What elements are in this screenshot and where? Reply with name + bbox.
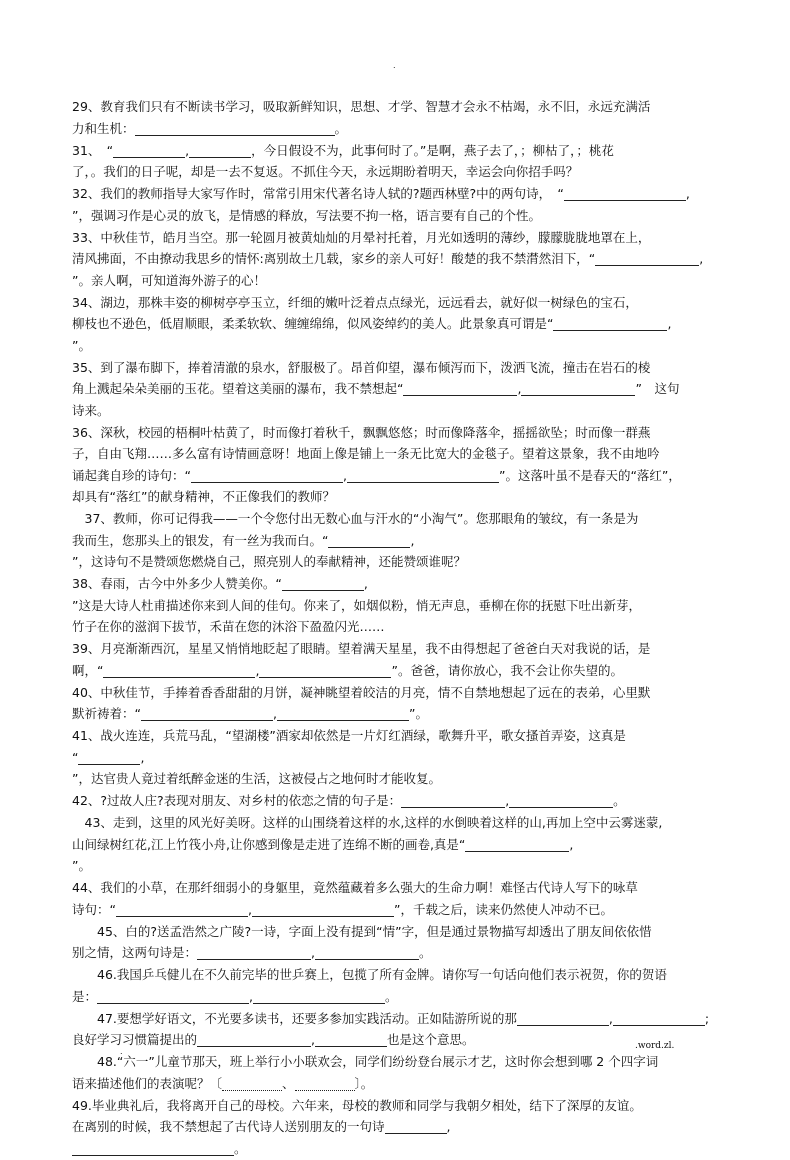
answer-blank[interactable] (141, 706, 273, 721)
question-40 (72, 682, 732, 725)
question-text: , (342, 467, 347, 483)
answer-blank[interactable] (315, 945, 419, 960)
question-text: , (311, 1032, 315, 1047)
question-44 (72, 877, 732, 920)
question-text: , (569, 836, 574, 852)
question-text: 却具有“落红”的献身精神，不正像我们的教师？ (72, 489, 335, 504)
question-text: , (247, 901, 252, 917)
question-text: , (699, 251, 704, 266)
answer-blank[interactable] (282, 576, 364, 591)
question-text: ”。 (408, 706, 428, 721)
question-text: , (505, 793, 510, 808)
header-mark: . (393, 61, 396, 70)
question-39 (72, 638, 732, 681)
question-text: , (255, 662, 260, 678)
question-text: ”。 (72, 337, 91, 353)
answer-blank[interactable] (595, 251, 699, 266)
question-49 (72, 1095, 732, 1160)
question-text: 。 (419, 945, 432, 960)
answer-blank[interactable] (197, 1032, 311, 1047)
answer-blank[interactable] (328, 533, 410, 548)
question-text: 诗来。 (72, 402, 110, 418)
question-text: , (249, 988, 253, 1004)
answer-blank[interactable] (222, 1076, 282, 1091)
question-text: , (517, 381, 522, 396)
answer-blank[interactable] (295, 1076, 355, 1091)
question-text: 29、教育我们只有不断读书学习，吸取新鲜知识，思想、才学、智慧才会永不枯竭，永不旧，永远充满活 (72, 99, 651, 114)
question-text: , (608, 1010, 613, 1026)
answer-blank[interactable] (403, 381, 517, 396)
answer-blank[interactable] (613, 1011, 705, 1026)
question-text: 32、我们的教师指导大家写作时，常常引用宋代著名诗人轼的?题西林壁?中的两句诗， “ (72, 186, 564, 201)
question-text: ”。这落叶虽不是春天的“落红”， (498, 467, 681, 483)
question-text: ”这是大诗人杜甫描述你来到人间的佳句。你来了，如烟似粉，悄无声息，垂柳在你的抚慰下吐出新芽， (72, 597, 641, 613)
answer-blank[interactable] (347, 468, 499, 483)
question-text: , (311, 945, 315, 960)
question-38 (72, 573, 732, 638)
answer-blank[interactable] (97, 989, 249, 1004)
answer-blank[interactable] (465, 837, 569, 852)
question-text: 47.要想学好语文，不光要多读书，还要多参加实践活动。正如陆游所说的那 (72, 1010, 517, 1026)
question-list (72, 96, 732, 1160)
question-text: 38、春雨，古今中外多少人赞美你。“ (72, 576, 282, 591)
question-text: 31、 “ (72, 142, 114, 158)
question-46 (72, 964, 732, 1007)
answer-blank[interactable] (197, 945, 311, 960)
answer-blank[interactable] (78, 750, 140, 765)
question-text: 了，。我们的日子呢，却是一去不复返。不抓住今天，永远期盼着明天，幸运会向你招手吗？ (72, 164, 579, 179)
question-35 (72, 357, 732, 422)
question-text: , (140, 749, 145, 765)
question-text: 〕。 (354, 1075, 374, 1091)
question-text: 是： (72, 988, 98, 1004)
answer-blank[interactable] (401, 793, 505, 808)
question-text: , (272, 706, 277, 721)
question-text: ”，千载之后，读来仍然使人冲动不已。 (393, 901, 613, 917)
question-text: 37、教师，你可记得我——一个令您付出无数心血与汗水的“小淘气”。您那眼角的皱纹，有一条是为 (72, 511, 639, 526)
question-text: 48.“六一”儿童节那天，班上举行小小联欢会，同学们纷纷登台展示才艺，这时你会想到哪 2 个四字词 (72, 1054, 659, 1069)
question-text: 35、到了瀑布脚下，捧着清澈的泉水，舒服极了。昂首仰望，瀑布倾泻而下，泼洒飞流，撞击在岩石的棱 (72, 359, 651, 375)
question-text: 。 (385, 988, 398, 1004)
question-text: 46.我国乒乓健儿在不久前完毕的世乒赛上，包揽了所有金牌。请你写一句话向他们表示祝贺，你的贺语 (72, 967, 667, 982)
question-text: 力和生机： (72, 120, 135, 136)
answer-blank[interactable] (315, 1032, 387, 1047)
answer-blank[interactable] (521, 381, 635, 396)
question-text: 子，自由飞翔……多么富有诗情画意呀！地面上像是铺上一条无比宽大的金毯子。望着这景象，我不由地吟 (72, 446, 660, 461)
question-text: 41、战火连连，兵荒马乱，“望湖楼”酒家却依然是一片灯红酒绿，歌舞升平，歌女搔首弄姿，这真是 (72, 728, 626, 743)
question-text: 45、白的?送孟浩然之广陵?一诗，字面上没有提到“情”字，但是通过景物描写却透出了朋友间依依惜 (72, 923, 652, 939)
answer-blank[interactable] (135, 121, 335, 136)
question-text: ; (704, 1010, 710, 1026)
question-text: 40、中秋佳节，手捧着香香甜甜的月饼，凝神眺望着皎洁的月亮，情不自禁地想起了远在的表弟，心里默 (72, 684, 651, 700)
question-34 (72, 292, 732, 357)
question-text: 39、月亮渐渐西沉，星星又悄悄地眨起了眼睛。望着满天星星，我不由得想起了爸爸白天对我说的话，是 (72, 641, 651, 656)
question-48 (72, 1051, 732, 1094)
question-text: , (446, 1119, 451, 1134)
question-37 (72, 508, 732, 573)
question-text: 34、湖边，那株丰姿的柳树亭亭玉立，纤细的嫩叶泛着点点绿光，远远看去，就好似一树绿色的宝石， (72, 294, 638, 310)
question-text: 竹子在你的滋润下拔节，禾苗在您的沐浴下盈盈闪光…… (72, 619, 385, 634)
question-41 (72, 725, 732, 790)
question-text: 默祈祷着：“ (72, 706, 141, 721)
question-text: 我而生，您那头上的银发，有一丝为我而白。“ (72, 532, 329, 548)
answer-blank[interactable] (259, 663, 391, 678)
question-text: 啊，“ (72, 662, 104, 678)
question-43 (72, 812, 732, 877)
footer-mark-right: .word.zl. (635, 1041, 675, 1051)
question-text: ”，强调习作是心灵的放飞，是情感的释放，写法要不拘一格，语言要有自己的个性。 (72, 207, 541, 223)
answer-blank[interactable] (517, 1011, 609, 1026)
question-text: 33、中秋佳节，皓月当空。那一轮圆月被黄灿灿的月晕衬托着，月光如透明的薄纱，朦朦胧胧地罩在上， (72, 229, 651, 245)
question-text: ”。 (72, 858, 91, 873)
question-text: 诗句：“ (72, 901, 116, 917)
question-33 (72, 227, 732, 292)
answer-blank[interactable] (189, 143, 251, 158)
question-text: 。 (234, 1140, 247, 1156)
answer-blank[interactable] (252, 902, 394, 917)
question-text: 角上溅起朵朵美丽的玉花。望着这美丽的瀑布，我不禁想起“ (72, 381, 404, 396)
question-text: 语来描述他们的表演呢？〔 (72, 1075, 223, 1091)
question-text: ”，达官贵人竟过着纸醉金迷的生活，这被侵占之地何时才能收复。 (72, 771, 441, 786)
question-text: ”。亲人啊，可知道海外游子的心！ (72, 272, 266, 288)
question-text: ” 这句 (635, 381, 680, 396)
question-text: 也是这个意思。 (387, 1032, 475, 1047)
answer-blank[interactable] (116, 902, 248, 917)
question-text: 49.毕业典礼后，我将离开自己的母校。六年来，母校的教师和同学与我朝夕相处，结下了深厚的友谊。 (72, 1097, 642, 1113)
question-text: ”，这诗句不是赞颂您燃烧自己，照亮别人的奉献精神，还能赞颂谁呢？ (72, 554, 466, 569)
answer-blank[interactable] (191, 468, 343, 483)
question-text: ”。爸爸，请你放心，我不会让你失望的。 (391, 662, 623, 678)
question-text: 42、?过故人庄?表现对朋友、对乡村的依恋之情的句子是： (72, 793, 402, 808)
question-text: 36、深秋，校园的梧桐叶枯黄了，时而像打着秋千，飘飘悠悠；时而像降落伞，摇摇欲坠；时而像一群燕 (72, 424, 651, 440)
answer-blank[interactable] (553, 316, 667, 331)
question-45 (72, 921, 732, 964)
question-text: 。 (334, 120, 348, 136)
answer-blank[interactable] (103, 663, 255, 678)
question-42 (72, 790, 732, 812)
answer-blank[interactable] (72, 1141, 234, 1156)
answer-blank[interactable] (385, 1119, 447, 1134)
question-32 (72, 183, 732, 226)
question-text: ，今日假设不为，此事何时了。”是啊，燕子去了，；柳枯了，；桃花 (251, 142, 614, 158)
question-text: 别之情，这两句诗是： (72, 945, 198, 960)
answer-blank[interactable] (253, 989, 385, 1004)
question-text: 良好学习习惯篇提出的 (72, 1032, 198, 1047)
question-text: , (667, 316, 672, 331)
answer-blank[interactable] (564, 186, 686, 201)
question-text: 在离别的时候，我不禁想起了古代诗人送别朋友的一句诗 (72, 1119, 385, 1134)
question-text: 、 (282, 1075, 295, 1091)
answer-blank[interactable] (277, 706, 409, 721)
question-text: , (685, 186, 690, 201)
answer-blank[interactable] (113, 143, 185, 158)
question-text: , (363, 576, 368, 591)
question-text: “ (72, 749, 79, 765)
question-31: 31、 “ , ，今日假设不为，此事何时了。”是啊，燕子去了，；柳枯了，；桃花 了，。我们的日子呢，却是一去不复返。不抓住今天，永远期盼着明天，幸运会向你招手吗？ (72, 142, 614, 179)
question-text: 清风拂面，不由撩动我思乡的情怀:离别故土几载，家乡的亲人可好！酸楚的我不禁潸然泪下，“ (72, 251, 596, 266)
question-text: 。 (613, 793, 626, 808)
question-text: 山间绿树红花,江上竹筏小舟,让你感到像是走进了连绵不断的画卷,真是“ (72, 836, 466, 852)
question-text: , (410, 532, 415, 548)
answer-blank[interactable] (509, 793, 613, 808)
question-47 (72, 1008, 732, 1051)
question-36 (72, 422, 732, 508)
question-text: 44、我们的小草，在那纤细弱小的身躯里，竟然蕴藏着多么强大的生命力啊！难怪古代诗人写下的咏草 (72, 880, 638, 895)
question-text: 诵起龚自珍的诗句：“ (72, 467, 191, 483)
question-text: 43、走到，这里的风光好美呀。这样的山围绕着这样的水,这样的水倒映着这样的山,再加上空中云雾迷蒙, (72, 815, 663, 830)
question-text: 柳枝也不逊色，低眉顺眼，柔柔软软、缠缠绵绵，似风姿绰约的美人。此景象真可谓是“ (72, 316, 554, 331)
footer-mark-left: . (120, 1047, 123, 1056)
question-29 (72, 96, 732, 139)
